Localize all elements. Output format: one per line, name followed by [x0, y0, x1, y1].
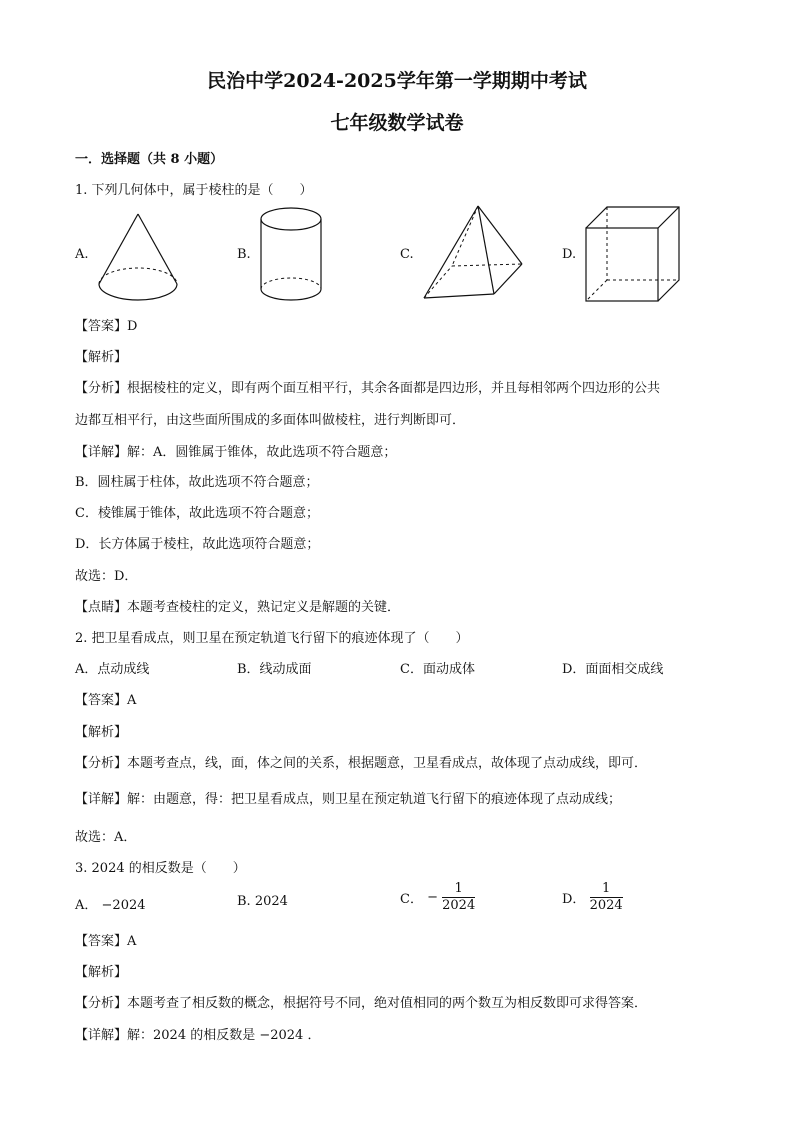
q3-option-d-label: D．	[562, 892, 586, 907]
q1-comment: 【点睛】本题考查棱柱的定义，熟记定义是解题的关键．	[75, 600, 401, 615]
q3-option-a-value: −2024	[101, 898, 146, 913]
q1-choose: 故选：D．	[75, 569, 138, 584]
q1-detail-line-3: C．棱锥属于锥体，故此选项不符合题意；	[75, 506, 319, 521]
q3-option-d-denominator: 2024	[589, 898, 623, 913]
q1-detail-line-2: B．圆柱属于柱体，故此选项不符合题意；	[75, 475, 319, 490]
q3-option-a-label: A．	[75, 898, 98, 913]
cube-icon	[583, 204, 683, 304]
cylinder-icon	[256, 205, 326, 305]
q3-option-d	[562, 881, 623, 914]
q2-analysis-label: 【解析】	[75, 725, 128, 740]
q1-analysis-label: 【解析】	[75, 350, 128, 365]
pyramid-icon	[420, 204, 526, 302]
question-3-stem: 3. 2024 的相反数是（ ）	[75, 861, 246, 876]
q1-fenxi-line-1: 【分析】根据棱柱的定义，即有两个面互相平行，其余各面都是四边形，并且每相邻两个四边形的公共	[75, 381, 661, 396]
q3-option-c-numerator: 1	[442, 881, 475, 898]
q2-detail: 【详解】解：由题意，得：把卫星看成点，则卫星在预定轨道飞行留下的痕迹体现了点动成线；	[75, 792, 622, 807]
exam-subtitle: 七年级数学试卷	[330, 112, 464, 134]
q3-detail: 【详解】解：2024 的相反数是 −2024 ．	[75, 1028, 321, 1043]
q3-option-d-fraction	[590, 881, 623, 914]
q2-option-d: D．面面相交成线	[562, 662, 664, 677]
q1-option-b-label: B.	[237, 247, 251, 262]
q3-option-a	[75, 894, 146, 913]
q1-answer: 【答案】D	[75, 319, 138, 334]
q1-detail-line-1: 【详解】解：A．圆锥属于锥体，故此选项不符合题意；	[75, 445, 397, 460]
q3-answer: 【答案】A	[75, 934, 137, 949]
q3-option-b: B. 2024	[237, 894, 288, 909]
q3-fenxi: 【分析】本题考查了相反数的概念，根据符号不同，绝对值相同的两个数互为相反数即可求得答案．	[75, 996, 648, 1011]
q3-option-c-sign: −	[427, 890, 438, 905]
question-2-stem: 2. 把卫星看成点，则卫星在预定轨道飞行留下的痕迹体现了（ ）	[75, 631, 469, 646]
q3-option-d-numerator: 1	[590, 881, 623, 898]
cone-icon	[95, 212, 181, 304]
q1-detail-line-4: D．长方体属于棱柱，故此选项符合题意；	[75, 537, 320, 552]
q2-answer: 【答案】A	[75, 693, 137, 708]
q2-option-a: A．点动成线	[75, 662, 150, 677]
exam-title: 民治中学2024-2025学年第一学期期中考试	[207, 70, 587, 92]
q3-option-c	[400, 881, 475, 914]
q3-option-c-fraction	[442, 881, 475, 914]
section-heading: 一．选择题（共 8 小题）	[75, 152, 224, 167]
q1-fenxi-line-2: 边都互相平行，由这些面所围成的多面体叫做棱柱，进行判断即可．	[75, 413, 466, 428]
q2-fenxi: 【分析】本题考查点，线，面，体之间的关系，根据题意，卫星看成点，故体现了点动成线，即可．	[75, 756, 648, 771]
q2-option-b: B．线动成面	[237, 662, 312, 677]
q1-option-a-label: A.	[75, 247, 89, 262]
q1-option-c-label: C.	[400, 247, 414, 262]
q1-option-d-label: D.	[562, 247, 577, 262]
q3-option-c-label: C．	[400, 892, 423, 907]
q3-option-c-denominator: 2024	[442, 898, 476, 913]
question-1-stem: 1. 下列几何体中，属于棱柱的是（ ）	[75, 183, 313, 198]
q2-choose: 故选：A．	[75, 830, 137, 845]
q2-option-c: C．面动成体	[400, 662, 475, 677]
q3-analysis-label: 【解析】	[75, 965, 128, 980]
